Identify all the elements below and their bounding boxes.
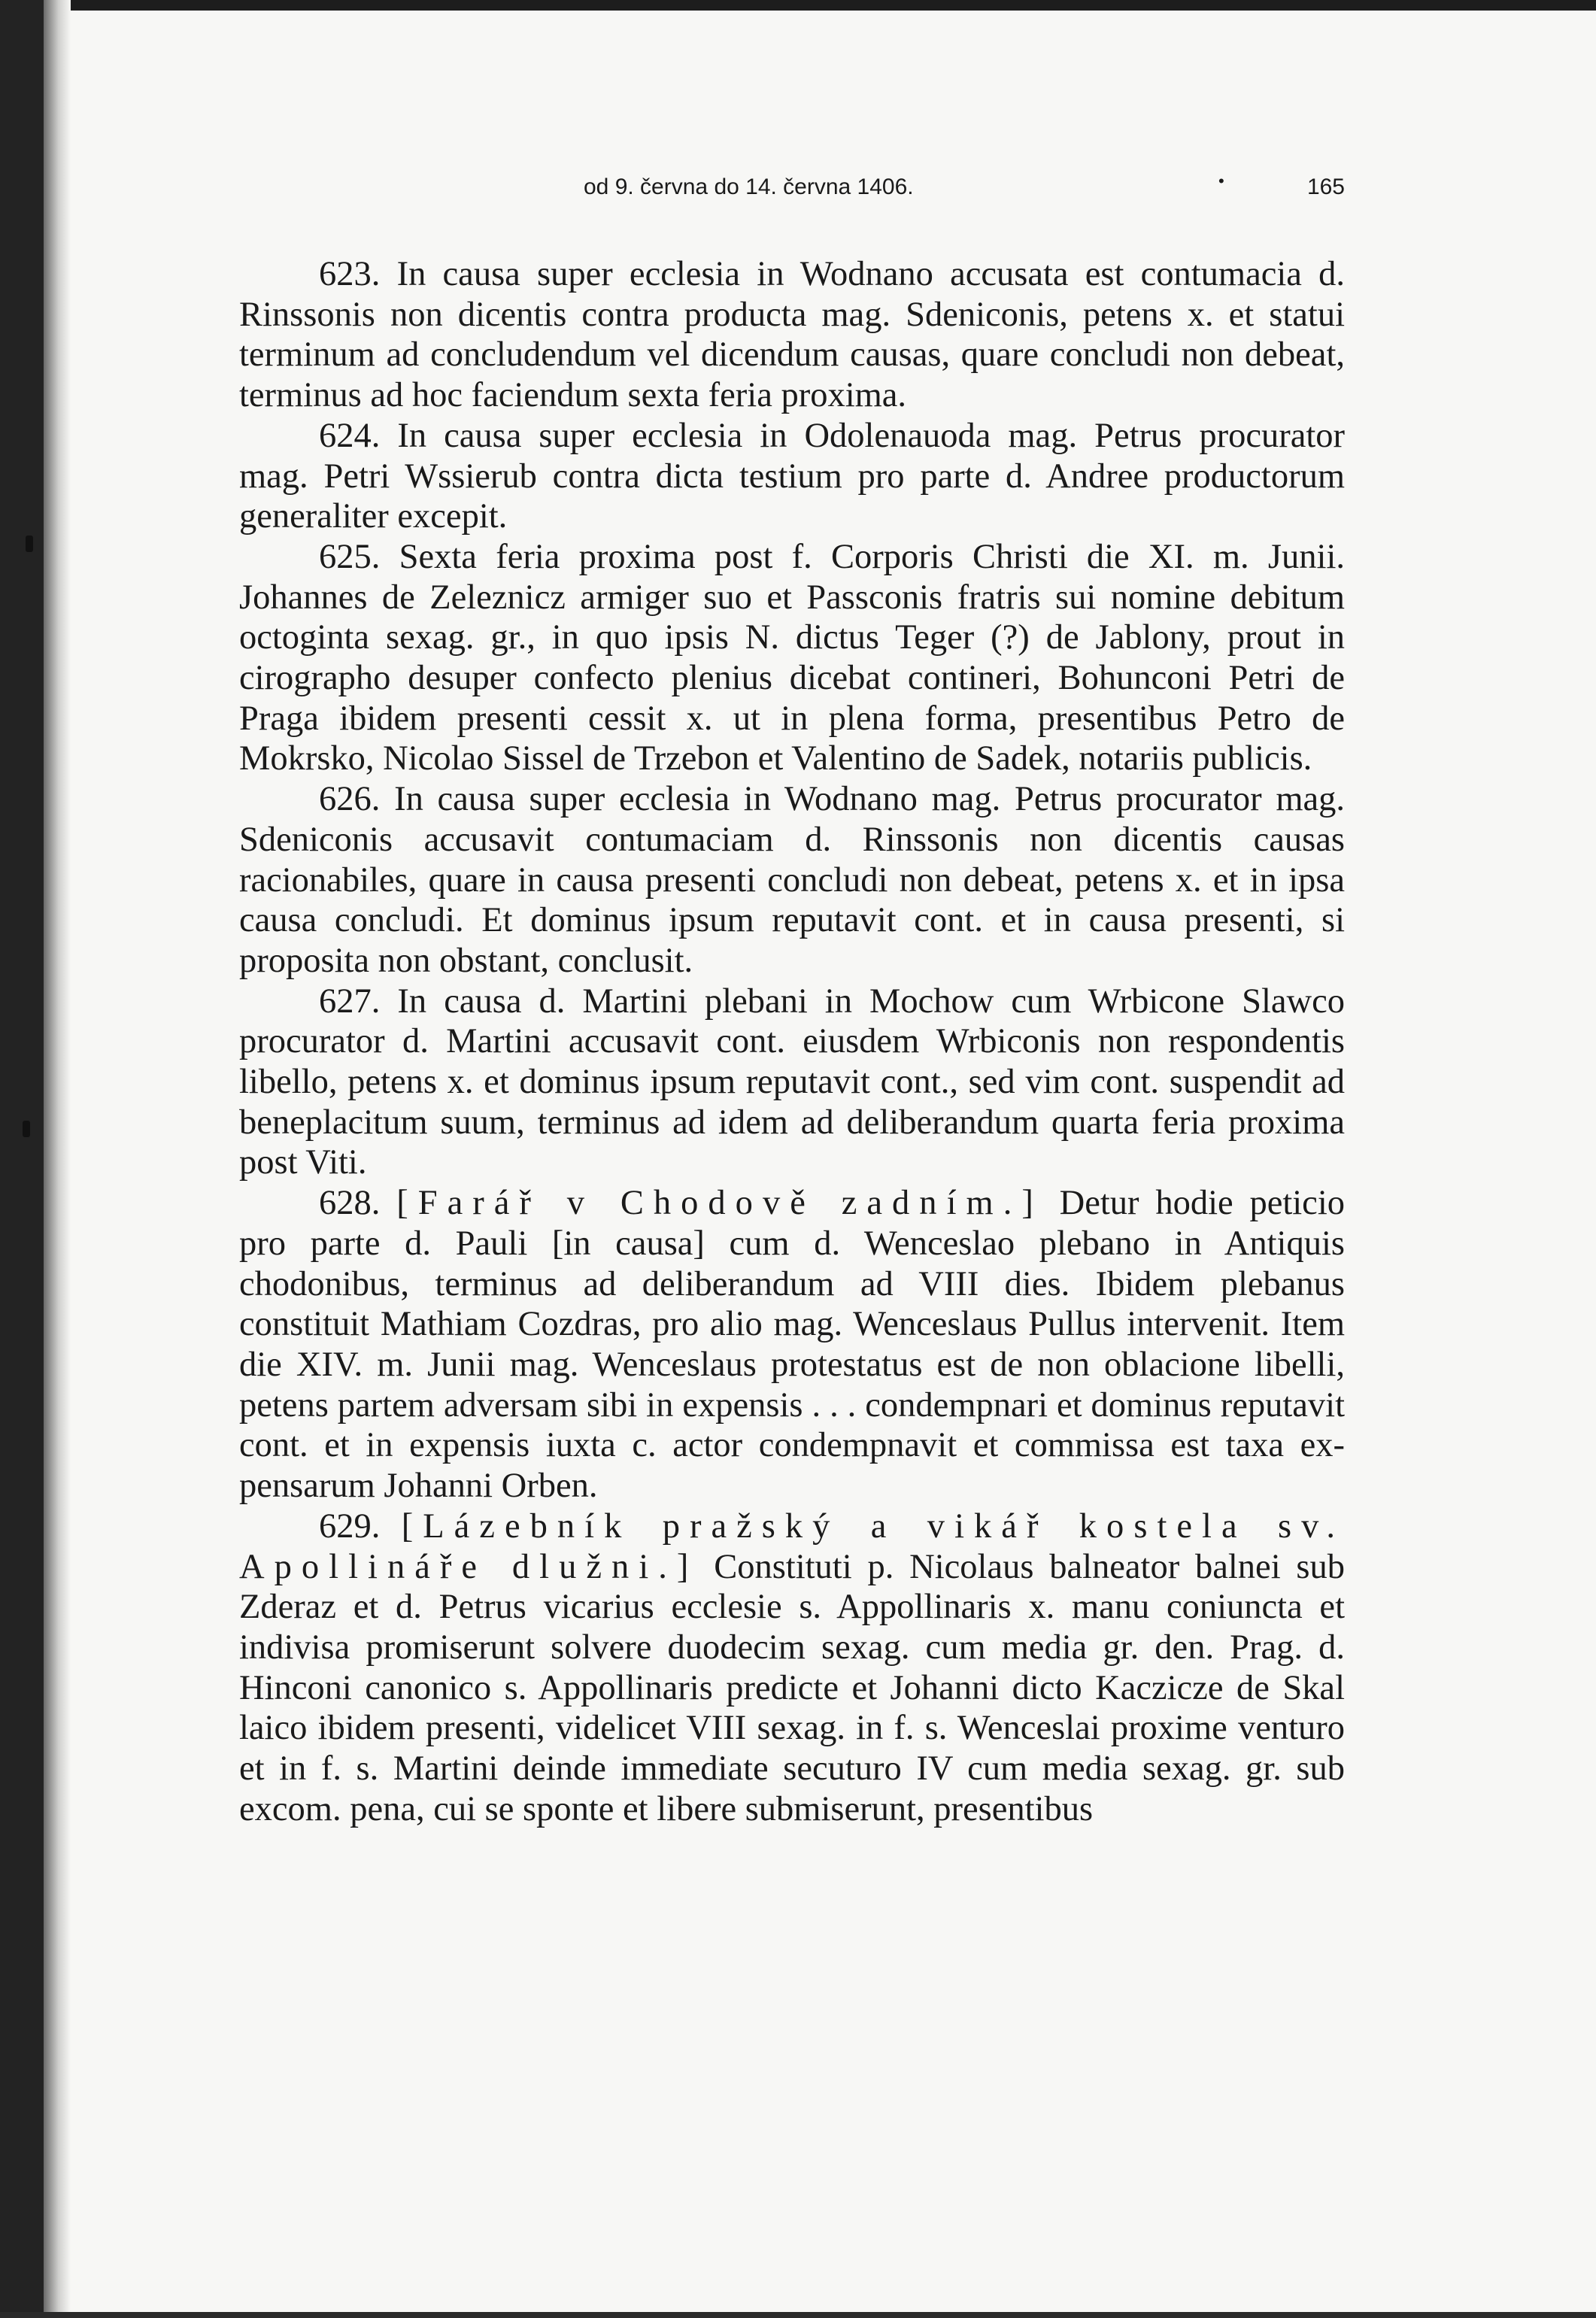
scan-mark [23, 1121, 30, 1137]
entry-number: 624. [319, 416, 381, 455]
entry-text: In causa super ecclesia in Wodnano accusata est contumacia d. Rinssonis non dicentis contra producta mag. Sdeniconis, petens x. et statui terminum ad concludendum vel dicendum causas, quare concludi non debeat, terminus ad hoc faciendum sexta feria proxima. [239, 255, 1345, 415]
entry-628 [239, 1183, 1345, 1506]
entry-text: Constituti p. Nicolaus balneator balnei sub Zderaz et d. Petrus vicarius ecclesie s. Appollinaris x. manu coniuncta et indivisa promiserunt solvere duodecim sexag. cum media gr. den. Prag. d. Hinconi canonico s. Appollinaris predicte et Johanni dicto Kaczicze de Skal laico ibidem presenti, videlicet VIII sexag. in f. s. Wenceslai proxime venturo et in f. s. Martini deinde immediate secuturo IV cum media sexag. gr. sub excom. pena, cui se sponte et libere submiserunt, presentibus [239, 1547, 1346, 1828]
scan-binding-gradient [44, 0, 71, 2318]
entry-number: 626. [319, 780, 381, 819]
entry-number: 625. [319, 537, 381, 576]
page-number: 165 [1306, 174, 1345, 199]
entry-text: In causa super ecclesia in Odolenauoda mag. Petrus procurator mag. Petri Wssierub contra dicta testium pro parte d. Andree productorum generaliter excepit. [239, 416, 1345, 536]
entry-number: 629. [319, 1506, 381, 1546]
body-text [239, 254, 1345, 1829]
entry-626 [239, 779, 1345, 982]
entry-623 [239, 254, 1345, 416]
running-title: od 9. června do 14. června 1406. [584, 174, 914, 199]
entry-text: In causa super ecclesia in Wodnano mag. Petrus procurator mag. Sdeniconis accusavit contumaciam d. Rinssonis non dicentis causas racionabiles, quare in causa presenti concludi non debeat, petens x. et in ipsa causa concludi. Et dominus ipsum reputavit cont. et in causa presenti, si proposita non obstant, conclusit. [239, 780, 1346, 980]
entry-text: In causa d. Martini plebani in Mochow cum Wrbicone Slawco procurator d. Martini accusavit cont. eiusdem Wrbiconis non respondentis libello, petens x. et dominus ipsum reputavit cont., sed vim cont. suspendit ad beneplacitum suum, terminus ad idem ad deliberandum quarta feria proxima post Viti. [239, 982, 1345, 1182]
entry-text: Detur hodie peticio pro parte d. Pauli [in causa] cum d. Wenceslao plebano in Antiquis chodonibus, terminus ad deliberandum ad VIII dies. Ibidem plebanus constituit Mathiam Cozdras, pro alio mag. Wenceslaus Pullus intervenit. Item die XIV. m. Junii mag. Wenceslaus protestatus est de non oblacione libelli, petens partem adversam sibi in expensis . . . condempnari et dominus reputavit cont. et in expensis iuxta c. actor condempnavit et commissa est taxa expensarum Johanni Orben. [239, 1184, 1345, 1506]
entry-heading: [Lázebník pražský a vikář kostela sv. Apollináře dlužni.] [239, 1506, 1345, 1586]
entry-number: 628. [319, 1184, 381, 1223]
entry-number: 627. [319, 982, 381, 1021]
entry-625 [239, 537, 1345, 779]
scan-bottom-border [0, 2312, 1596, 2318]
page-header [239, 171, 1345, 206]
entry-number: 623. [319, 255, 381, 293]
entry-627 [239, 982, 1345, 1184]
entry-629 [239, 1506, 1345, 1830]
scan-top-border [0, 0, 1596, 11]
entry-heading: [Farář v Chodově zadním.] [396, 1184, 1043, 1223]
entry-text: Sexta feria proxima post f. Corporis Christi die XI. m. Junii. Johannes de Zeleznicz armiger suo et Passconis fratris sui nomine debitum octoginta sexag. gr., in quo ipsis N. dictus Teger (?) de Jablony, prout in cirographo desuper confecto plenius dicebat contineri, Bohunconi Petri de Praga ibidem presenti cessit x. ut in plena forma, presentibus Petro de Mokrsko, Nicolao Sissel de Trzebon et Valentino de Sadek, notariis publicis. [239, 537, 1345, 778]
scan-binding-shadow [0, 0, 44, 2318]
entry-624 [239, 416, 1345, 537]
header-dot: • [1218, 171, 1224, 190]
scan-mark [26, 536, 33, 552]
